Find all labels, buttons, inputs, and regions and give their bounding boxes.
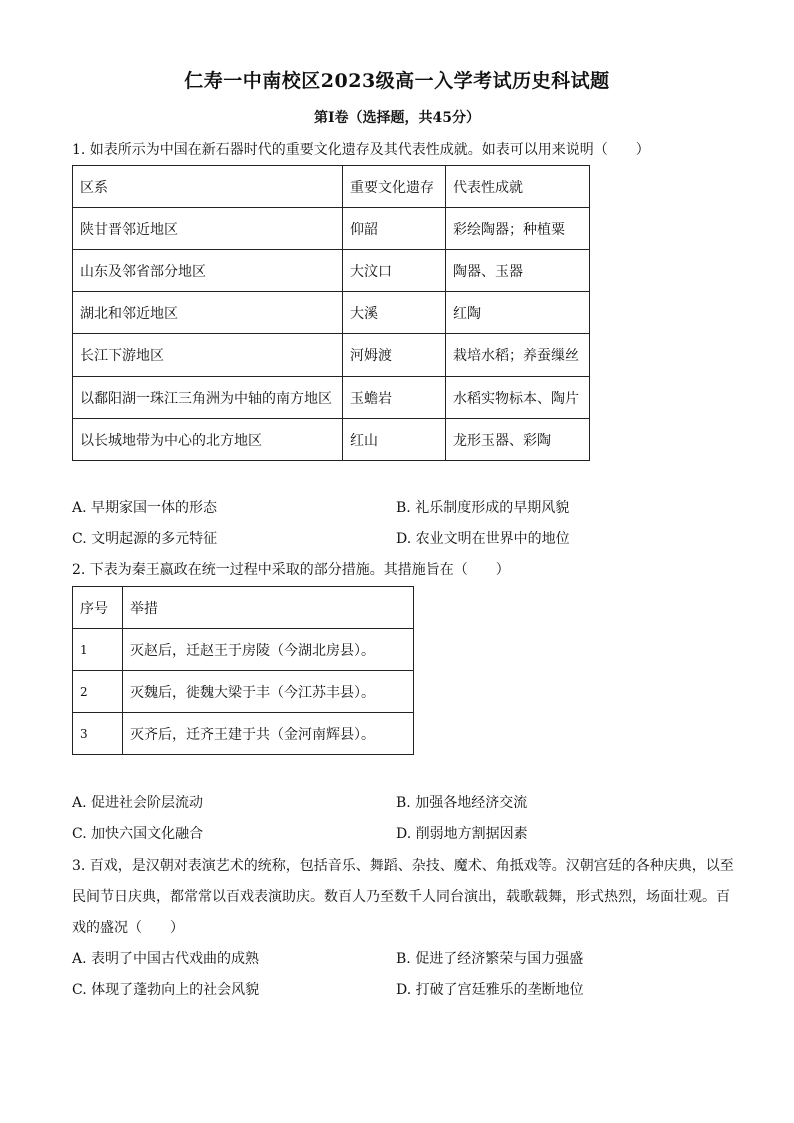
- table-row: [73, 250, 590, 292]
- table-cell: 以鄱阳湖一珠江三角洲为中轴的南方地区: [73, 377, 343, 419]
- question-1-option-c: C. 文明起源的多元特征: [72, 531, 218, 547]
- table-cell: 灭魏后，徙魏大梁于丰（今江苏丰县）。: [123, 671, 414, 713]
- question-2-option-b: B. 加强各地经济交流: [396, 795, 528, 811]
- table-cell: 彩绘陶器；种植粟: [446, 208, 590, 250]
- question-2-stem: 2. 下表为秦王嬴政在统一过程中采取的部分措施。其措施旨在（ ）: [72, 562, 510, 578]
- table-cell: 仰韶: [343, 208, 446, 250]
- table-row: [73, 629, 414, 671]
- table-cell: 湖北和邻近地区: [73, 292, 343, 334]
- table-row: [73, 713, 414, 755]
- table-header-cell: 区系: [73, 166, 343, 208]
- table-header-cell: 举措: [123, 587, 414, 629]
- question-1-option-b: B. 礼乐制度形成的早期风貌: [396, 500, 570, 516]
- table-cell: 河姆渡: [343, 334, 446, 377]
- table-row: [73, 419, 590, 461]
- table-cell: 玉蟾岩: [343, 377, 446, 419]
- table-cell: 大溪: [343, 292, 446, 334]
- table-header-row: [73, 587, 414, 629]
- table-row: [73, 334, 590, 377]
- table-header-cell: 序号: [73, 587, 123, 629]
- table-cell: 3: [73, 713, 123, 755]
- table-cell: 山东及邻省部分地区: [73, 250, 343, 292]
- table-cell: 以长城地带为中心的北方地区: [73, 419, 343, 461]
- table-cell: 陕甘晋邻近地区: [73, 208, 343, 250]
- question-1-stem: 1. 如表所示为中国在新石器时代的重要文化遗存及其代表性成就。如表可以用来说明（ ）: [72, 142, 650, 158]
- table-row: [73, 671, 414, 713]
- table-header-cell: 代表性成就: [446, 166, 590, 208]
- question-1-option-a: A. 早期家国一体的形态: [72, 500, 218, 516]
- exam-title: 仁寿一中南校区2023级高一入学考试历史科试题: [184, 70, 610, 92]
- table-cell: 1: [73, 629, 123, 671]
- question-1-option-d: D. 农业文明在世界中的地位: [396, 531, 570, 547]
- question-3-stem: 3. 百戏，是汉朝对表演艺术的统称，包括音乐、舞蹈、杂技、魔术、角抵戏等。汉朝宫廷的各种庆典，以至民间节日庆典，都常常以百戏表演助庆。数百人乃至数千人同台演出，载歌载舞，形式热烈，场面壮观。百戏的盛况（ ）: [72, 858, 734, 936]
- table-row: [73, 377, 590, 419]
- table-cell: 长江下游地区: [73, 334, 343, 377]
- question-3-option-d: D. 打破了宫廷雅乐的垄断地位: [396, 982, 584, 998]
- table-cell: 龙形玉器、彩陶: [446, 419, 590, 461]
- question-2-table: [72, 586, 414, 755]
- table-cell: 红山: [343, 419, 446, 461]
- table-cell: 栽培水稻；养蚕缫丝: [446, 334, 590, 377]
- question-2-option-a: A. 促进社会阶层流动: [72, 795, 204, 811]
- table-header-cell: 重要文化遗存: [343, 166, 446, 208]
- question-3-option-a: A. 表明了中国古代戏曲的成熟: [72, 951, 260, 967]
- table-header-row: [73, 166, 590, 208]
- table-cell: 陶器、玉器: [446, 250, 590, 292]
- table-cell: 红陶: [446, 292, 590, 334]
- table-cell: 大汶口: [343, 250, 446, 292]
- table-row: [73, 292, 590, 334]
- section-heading: 第Ⅰ卷（选择题，共45分）: [313, 110, 481, 126]
- table-cell: 灭赵后，迁赵王于房陵（今湖北房县）。: [123, 629, 414, 671]
- table-cell: 2: [73, 671, 123, 713]
- table-cell: 灭齐后，迁齐王建于共（金河南辉县）。: [123, 713, 414, 755]
- question-2-option-d: D. 削弱地方割据因素: [396, 826, 528, 842]
- table-row: [73, 208, 590, 250]
- question-3-option-b: B. 促进了经济繁荣与国力强盛: [396, 951, 584, 967]
- question-3-option-c: C. 体现了蓬勃向上的社会风貌: [72, 982, 260, 998]
- question-2-option-c: C. 加快六国文化融合: [72, 826, 204, 842]
- question-1-table: [72, 165, 590, 461]
- table-cell: 水稻实物标本、陶片: [446, 377, 590, 419]
